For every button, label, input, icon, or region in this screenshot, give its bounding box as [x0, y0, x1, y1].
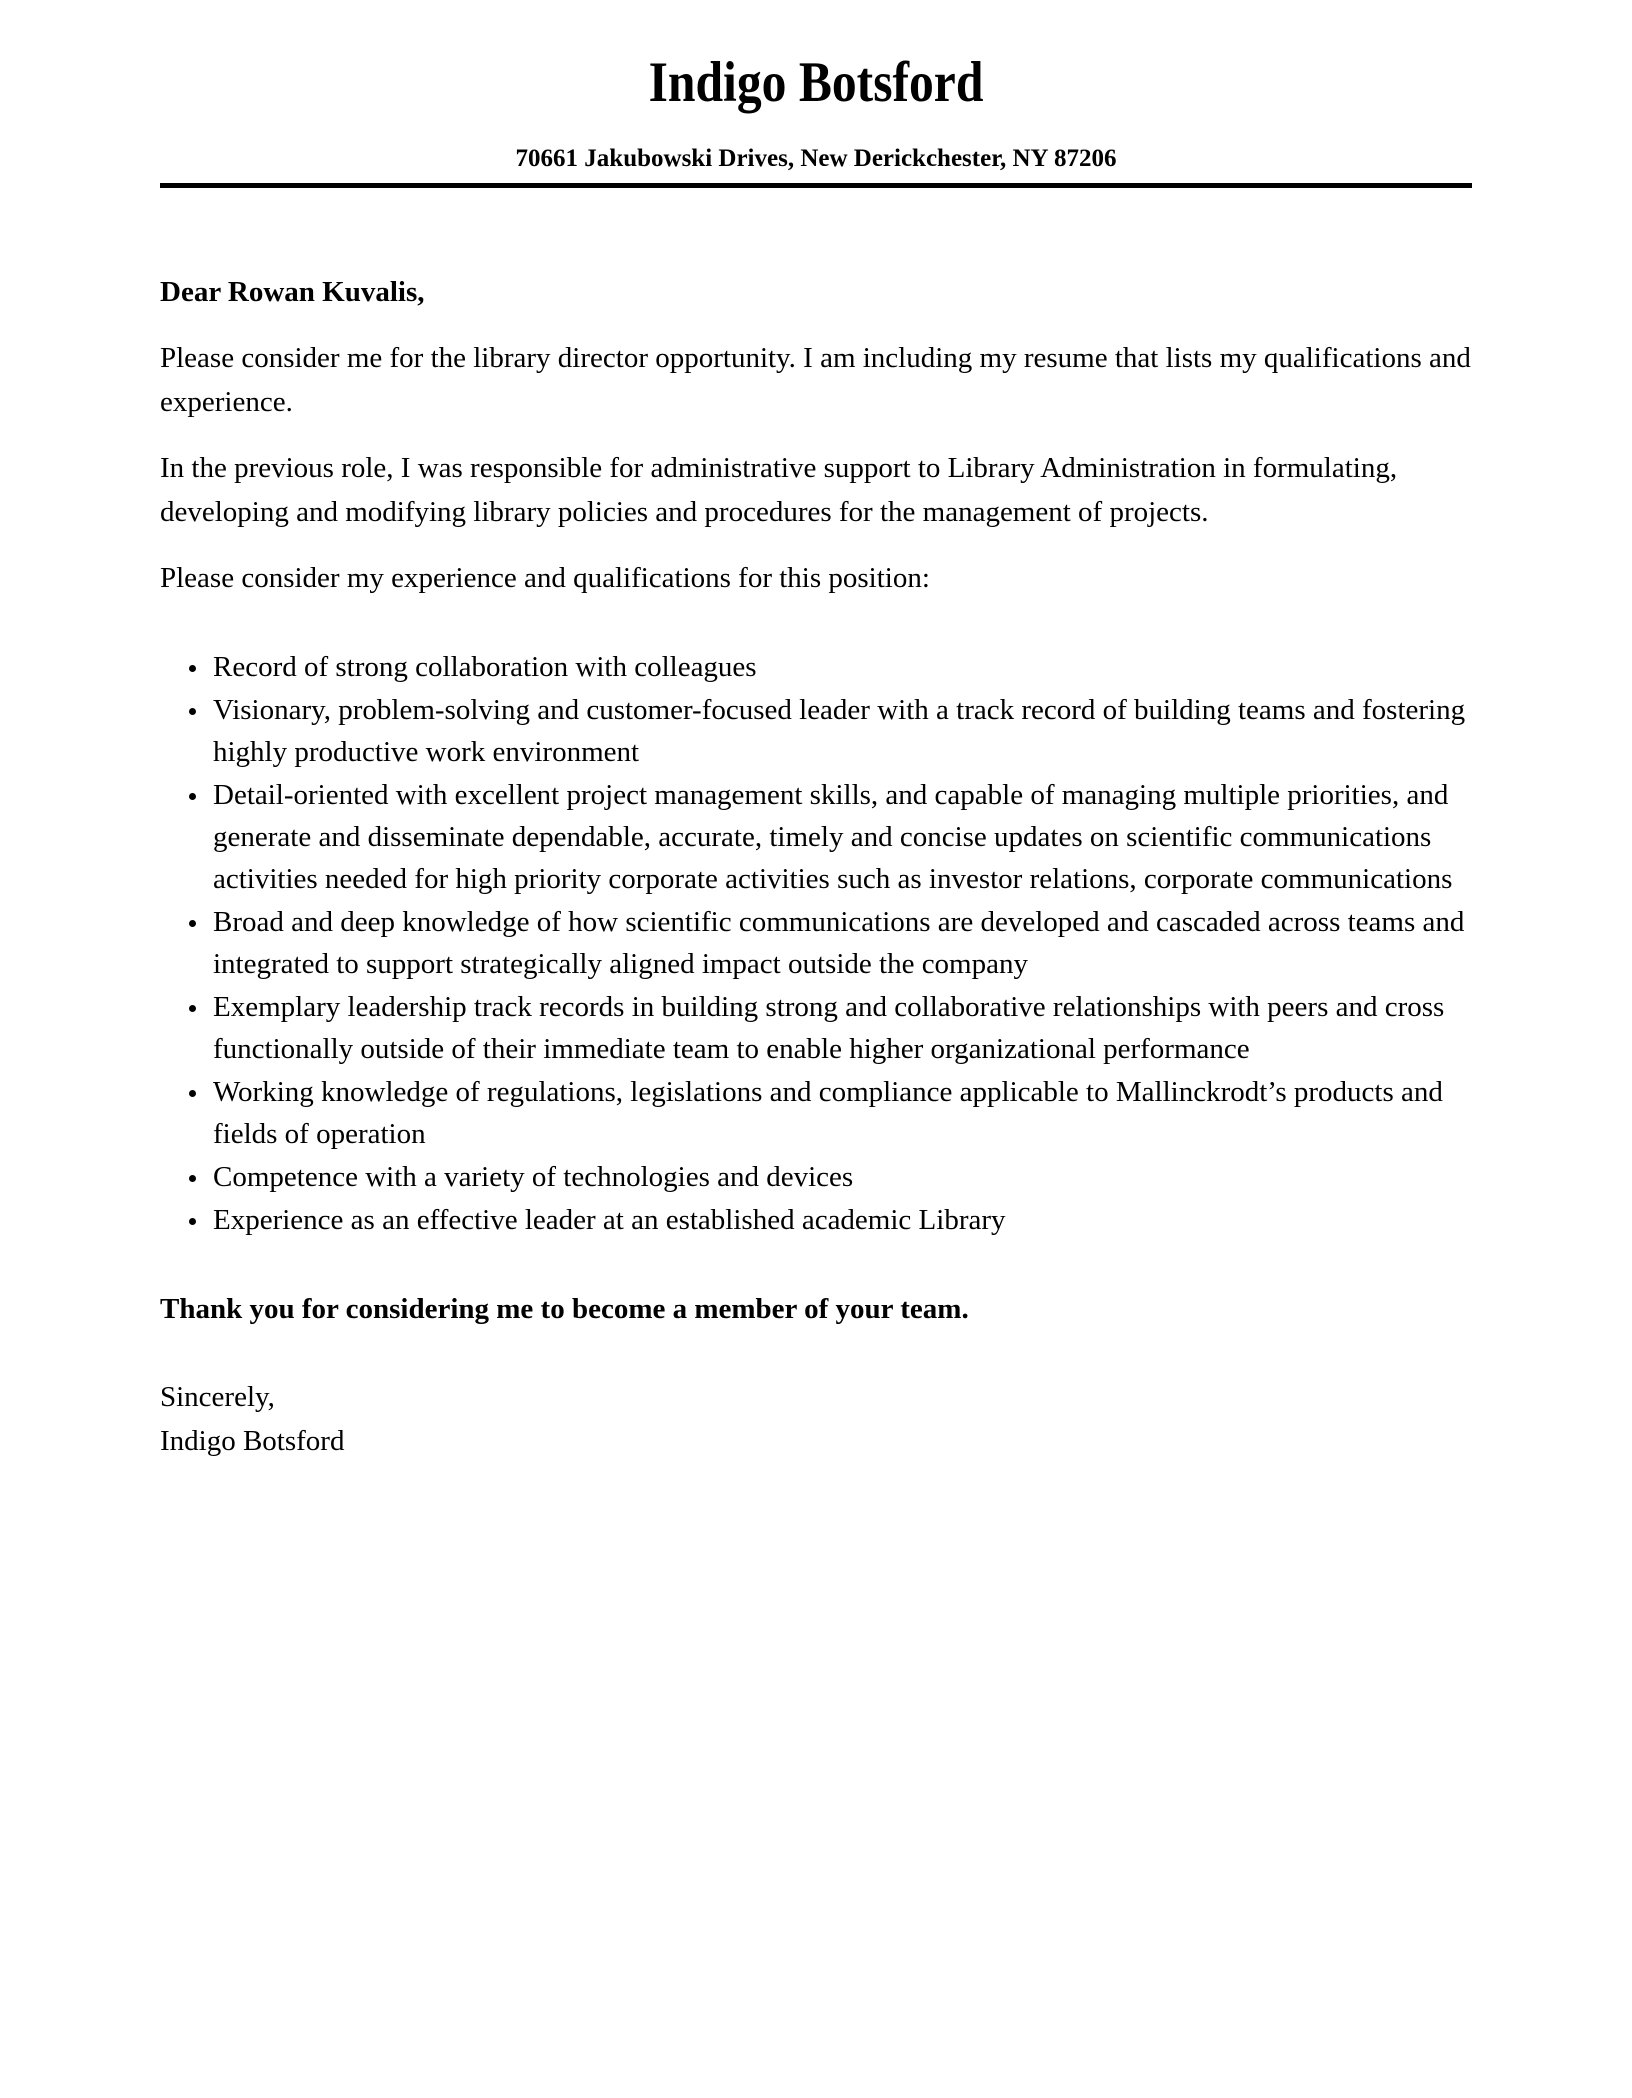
list-item: • Broad and deep knowledge of how scientific communications are developed and cascaded across teams and integrated to support strategically aligned impact outside the company [210, 901, 1472, 985]
list-item: • Visionary, problem-solving and customer-focused leader with a track record of building teams and fostering highly productive work environment [210, 689, 1472, 773]
sender-name: Indigo Botsford [648, 51, 984, 114]
list-item: • Detail-oriented with excellent project management skills, and capable of managing multiple priorities, and generate and disseminate dependable, accurate, timely and concise updates on scientific communications activities needed for high priority corporate activities such as investor relations, corporate communications [210, 774, 1472, 900]
list-item: • Working knowledge of regulations, legislations and compliance applicable to Mallinckrodt’s products and fields of operation [210, 1071, 1472, 1155]
closing-thanks: Thank you for considering me to become a member of your team. [160, 1293, 969, 1325]
list-item: • Record of strong collaboration with colleagues [210, 646, 1472, 688]
sender-address: 70661 Jakubowski Drives, New Derickchester, NY 87206 [515, 145, 1117, 172]
list-item: • Exemplary leadership track records in building strong and collaborative relationships with peers and cross functionally outside of their immediate team to enable higher organizational performance [210, 986, 1472, 1070]
list-item: • Experience as an effective leader at an established academic Library [210, 1199, 1472, 1241]
signoff-sincerely: Sincerely, [160, 1381, 275, 1413]
salutation: Dear Rowan Kuvalis, [160, 276, 425, 308]
letter-body [160, 188, 1472, 1463]
paragraph-consider-qualifications: Please consider my experience and qualifications for this position: [160, 562, 930, 594]
paragraph-previous-role: In the previous role, I was responsible for administrative support to Library Administration in formulating, developing and modifying library policies and procedures for the management of projects. [160, 452, 1398, 528]
letter-header [160, 0, 1472, 188]
list-item: • Competence with a variety of technologies and devices [210, 1156, 1472, 1198]
signoff-block [160, 1375, 1472, 1463]
qualifications-list [160, 646, 1472, 1241]
signature-name: Indigo Botsford [160, 1425, 345, 1457]
paragraph-opportunity: Please consider me for the library director opportunity. I am including my resume that lists my qualifications and experience. [160, 342, 1471, 418]
